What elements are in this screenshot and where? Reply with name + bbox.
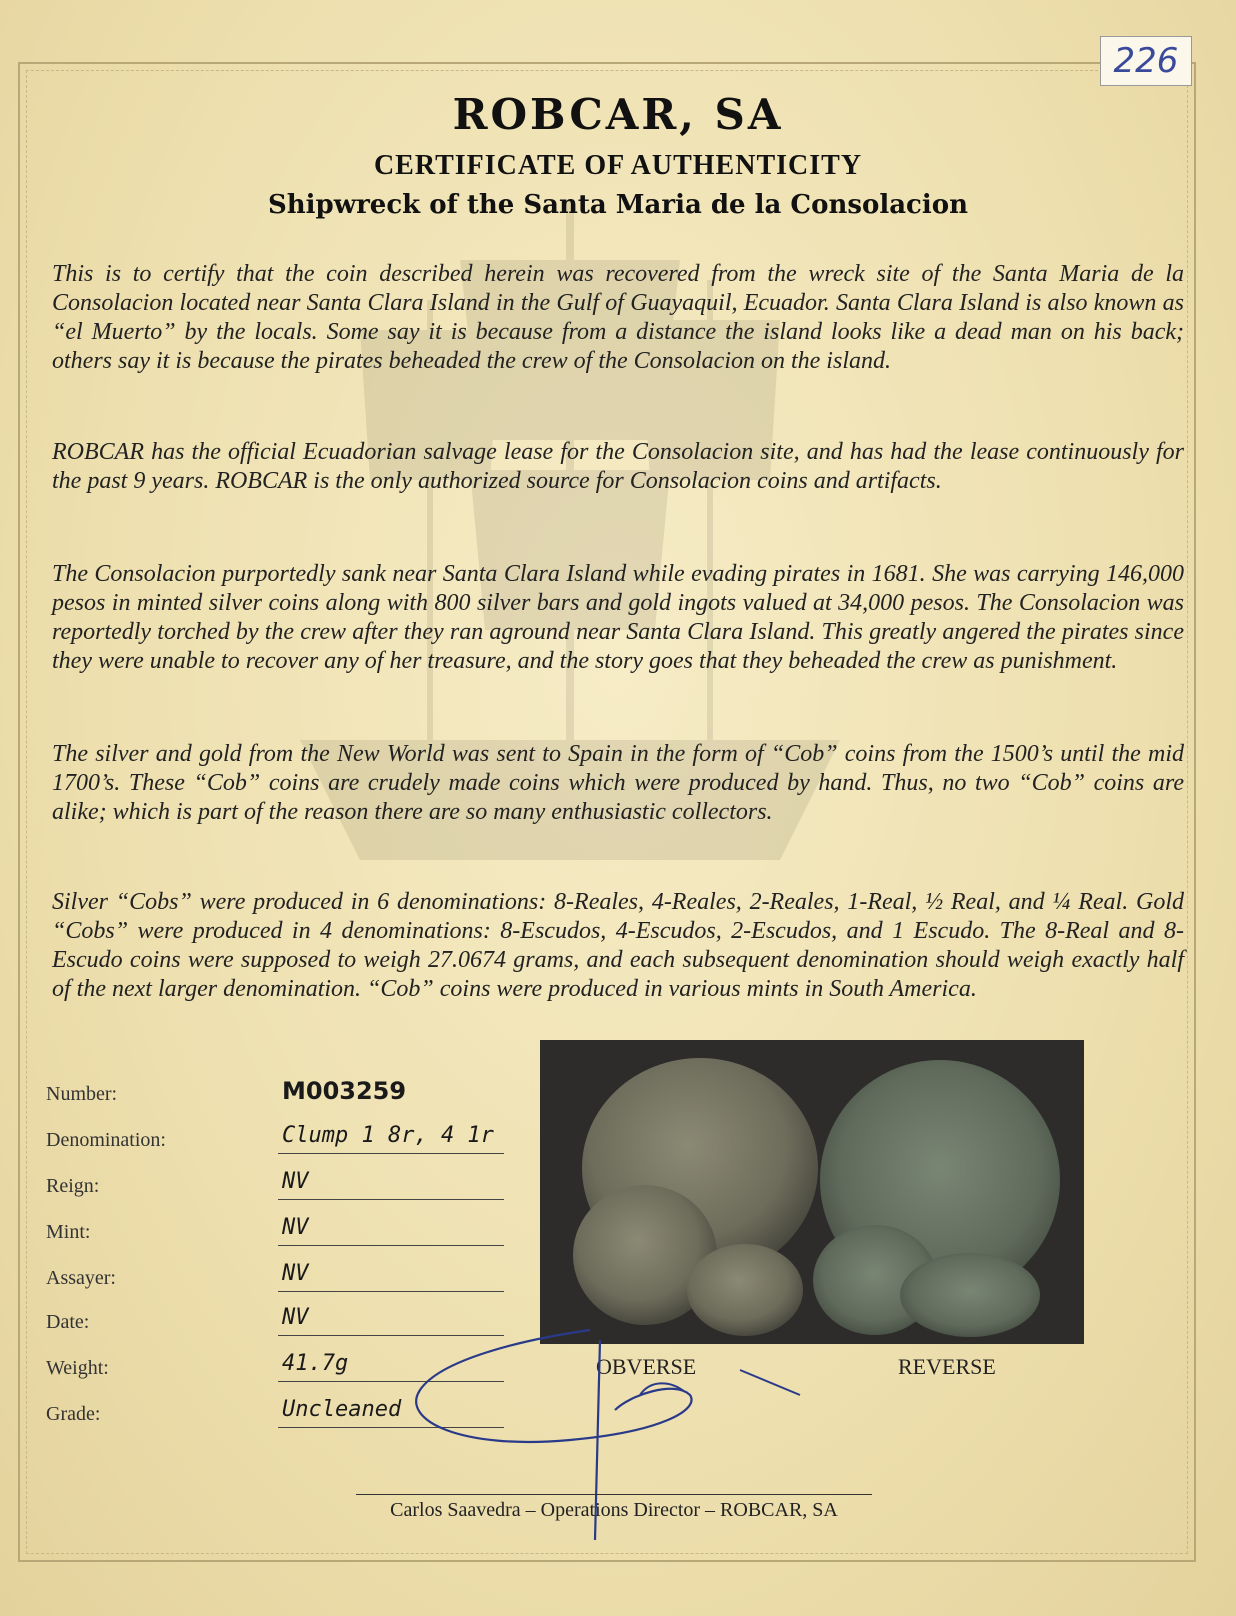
paragraph-history: The Consolacion purportedly sank near Santa Clara Island while evading pirates in 1681. She was carrying 146,000 pesos in minted silver coins along with 800 silver bars and gold ingots valued at 34,000 pesos. The Consolacion was reportedly torched by the crew after they ran aground near Santa Clara Island. This greatly angered the pirates since they were unable to recover any of her treasure, and the story goes that they beheaded the crew as punishment.	[52, 561, 1184, 674]
paragraph-salvage-lease: ROBCAR has the official Ecuadorian salvage lease for the Consolacion site, and has had the lease continuously for the past 9 years. ROBCAR is the only authorized source for Consolacion coins and artifacts.	[52, 439, 1184, 494]
handwritten-reference-number: 226	[1100, 36, 1192, 86]
field-label: Grade:	[46, 1403, 101, 1425]
certificate-subtitle: Shipwreck of the Santa Maria de la Consolacion	[267, 190, 969, 220]
reverse-clump	[813, 1060, 1060, 1337]
field-label: Number:	[46, 1083, 118, 1105]
field-mint	[46, 1210, 506, 1250]
field-label: Assayer:	[46, 1267, 116, 1289]
field-value-mint: NV	[278, 1211, 504, 1246]
company-name: ROBCAR, SA	[452, 90, 784, 139]
field-label: Mint:	[46, 1221, 91, 1243]
paragraph-recovery: This is to certify that the coin described herein was recovered from the wreck site of the Santa Maria de la Consolacion located near Santa Clara Island in the Gulf of Guayaquil, Ecuador. Santa Clara Island is also known as “el Muerto” by the locals. Some say it is because from a distance the island looks like a dead man on his back; others say it is because the pirates beheaded the crew of the Consolacion on the island.	[52, 261, 1184, 374]
obverse-clump	[573, 1058, 818, 1336]
field-assayer	[46, 1256, 506, 1296]
field-value-reign: NV	[278, 1165, 504, 1200]
certificate-title: CERTIFICATE OF AUTHENTICITY	[373, 150, 863, 181]
field-value-date: NV	[278, 1301, 504, 1336]
field-label: Weight:	[46, 1357, 109, 1379]
field-value-denomination: Clump 1 8r, 4 1r	[278, 1119, 504, 1154]
obverse-label: OBVERSE	[596, 1354, 697, 1379]
coin-photo	[540, 1040, 1084, 1344]
field-value-grade: Uncleaned	[278, 1393, 504, 1428]
field-reign	[46, 1164, 506, 1204]
paragraph-cob-coins: The silver and gold from the New World was sent to Spain in the form of “Cob” coins from the 1500’s until the mid 1700’s. These “Cob” coins are crudely made coins which were produced by hand. Thus, no two “Cob” coins are alike; which is part of the reason there are so many enthusiastic collectors.	[52, 741, 1184, 825]
field-label: Date:	[46, 1311, 90, 1333]
paragraph-denominations: Silver “Cobs” were produced in 6 denominations: 8-Reales, 4-Reales, 2-Reales, 1-Real, ½ Real, and ¼ Real. Gold “Cobs” were produced in 4 denominations: 8-Escudos, 4-Escudos, 2-Escudos, and 1 Escudo. The 8-Real and 8-Escudo coins were supposed to weigh 27.0674 grams, and each subsequent denomination should weigh exactly half of the next larger denomination. “Cob” coins were produced in various mints in South America.	[52, 889, 1184, 1002]
field-number	[46, 1072, 506, 1112]
signer-title: Carlos Saavedra – Operations Director – ROBCAR, SA	[356, 1494, 872, 1522]
field-denomination	[46, 1118, 506, 1158]
field-value-assayer: NV	[278, 1257, 504, 1292]
reverse-label: REVERSE	[898, 1354, 996, 1379]
field-value-number: M003259	[282, 1077, 407, 1105]
field-label: Reign:	[46, 1175, 100, 1197]
field-value-weight: 41.7g	[278, 1347, 504, 1382]
field-label: Denomination:	[46, 1129, 166, 1151]
